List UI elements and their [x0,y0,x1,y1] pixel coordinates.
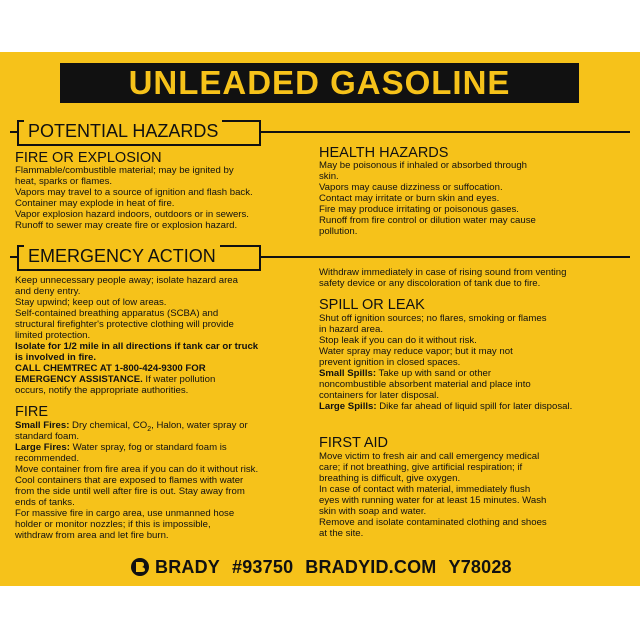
large-spills-line [319,402,572,413]
text-line: from the side until well after fire is out. Stay away from [15,486,245,497]
text-line: standard foam. [15,431,79,442]
text-line: Shut off ignition sources; no flares, smoking or flames [319,313,547,324]
text-line: limited protection. [15,330,91,341]
text-line: For massive fire in cargo area, use unmanned hose [15,508,235,519]
text-line: Stay upwind; keep out of low areas. [15,297,167,308]
fire-or-explosion-heading: FIRE OR EXPLOSION [15,150,162,166]
text-line: eyes with running water for at least 15 minutes. Wash [319,495,547,506]
emergency-action-heading: EMERGENCY ACTION [24,245,220,267]
text-line: skin. [319,171,339,182]
potential-hazards-heading: POTENTIAL HAZARDS [24,120,222,142]
brady-logo-icon [130,557,150,577]
text-line: structural firefighter's protective clothing will provide [15,319,234,330]
label-footer [130,555,512,579]
text-line: Remove and isolate contaminated clothing and shoes [319,517,547,528]
chemtrec-assistance: EMERGENCY ASSISTANCE. [15,374,143,385]
text-line: Runoff to sewer may create fire or explosion hazard. [15,220,238,231]
small-fires-text-2: , Halon, water spray or [151,420,248,431]
brady-logo [130,557,220,578]
label-title: UNLEADED GASOLINE [128,64,511,101]
text-line: Vapors may cause dizziness or suffocation. [319,182,503,193]
spill-or-leak-heading: SPILL OR LEAK [319,297,425,313]
text-line: Water spray may reduce vapor; but it may not [319,346,513,357]
text-line: Move container from fire area if you can do it without risk. [15,464,259,475]
text-line: heat, sparks or flames. [15,176,113,187]
text-line: Contact may irritate or burn skin and eyes. [319,193,500,204]
text-line: in hazard area. [319,324,383,335]
website: BRADYID.COM [305,556,437,577]
health-hazards-heading: HEALTH HAZARDS [319,145,449,161]
large-spills-label: Large Spills: [319,401,377,412]
text-line: Container may explode in heat of fire. [15,198,175,209]
fire-heading: FIRE [15,404,49,420]
first-aid-heading: FIRST AID [319,435,389,451]
safety-label [0,52,640,586]
large-fires-text: Water spray, fog or standard foam is [69,442,227,453]
text-line: Withdraw immediately in case of rising sound from venting [319,267,567,278]
text-line: recommended. [15,453,79,464]
small-spills-label: Small Spills: [319,368,377,379]
isolate-warning: is involved in fire. [15,352,97,363]
small-fires-text: Dry chemical, CO [69,420,148,431]
isolate-warning: Isolate for 1/2 mile in all directions if tank car or truck [15,341,259,352]
text-line: occurs, notify the appropriate authorities. [15,385,189,396]
chemtrec-line [15,375,215,386]
text-line: Flammable/combustible material; may be ignited by [15,165,234,176]
product-code: Y78028 [448,556,512,577]
text-line: care; if not breathing, give artificial respiration; if [319,462,523,473]
title-bar [60,63,579,103]
chemtrec-pollution: If water pollution [142,374,216,385]
text-line: May be poisonous if inhaled or absorbed through [319,160,528,171]
text-line: holder or monitor nozzles; if this is impossible, [15,519,211,530]
text-line: at the site. [319,528,364,539]
text-line: noncombustible absorbent material and place into [319,379,531,390]
large-fires-label: Large Fires: [15,442,70,453]
brand-name: BRADY [155,556,221,577]
text-line: Runoff from fire control or dilution water may cause [319,215,536,226]
part-number: #93750 [232,556,294,577]
text-line: ends of tanks. [15,497,75,508]
text-line: skin with soap and water. [319,506,427,517]
large-spills-text: Dike far ahead of liquid spill for later disposal. [376,401,573,412]
text-line: Self-contained breathing apparatus (SCBA) and [15,308,219,319]
text-line: Vapors may travel to a source of ignition and flash back. [15,187,253,198]
text-line: In case of contact with material, immediately flush [319,484,531,495]
large-fires-line [15,443,227,454]
text-line: containers for later disposal. [319,390,439,401]
text-line: withdraw from area and let fire burn. [15,530,169,541]
text-line: safety device or any discoloration of tank due to fire. [319,278,541,289]
text-line: pollution. [319,226,358,237]
small-spills-text: Take up with sand or other [376,368,492,379]
text-line: Vapor explosion hazard indoors, outdoors or in sewers. [15,209,249,220]
small-fires-label: Small Fires: [15,420,70,431]
chemtrec-phone: CALL CHEMTREC AT 1-800-424-9300 FOR [15,363,206,374]
text-line: Move victim to fresh air and call emergency medical [319,451,540,462]
text-line: Fire may produce irritating or poisonous gases. [319,204,519,215]
text-line: Stop leak if you can do it without risk. [319,335,477,346]
text-line: Cool containers that are exposed to flames with water [15,475,244,486]
text-line: prevent ignition in closed spaces. [319,357,461,368]
text-line: and deny entry. [15,286,81,297]
co2-subscript: 2 [147,425,152,433]
small-spills-line [319,369,491,380]
text-line: breathing is difficult, give oxygen. [319,473,461,484]
text-line: Keep unnecessary people away; isolate hazard area [15,275,238,286]
